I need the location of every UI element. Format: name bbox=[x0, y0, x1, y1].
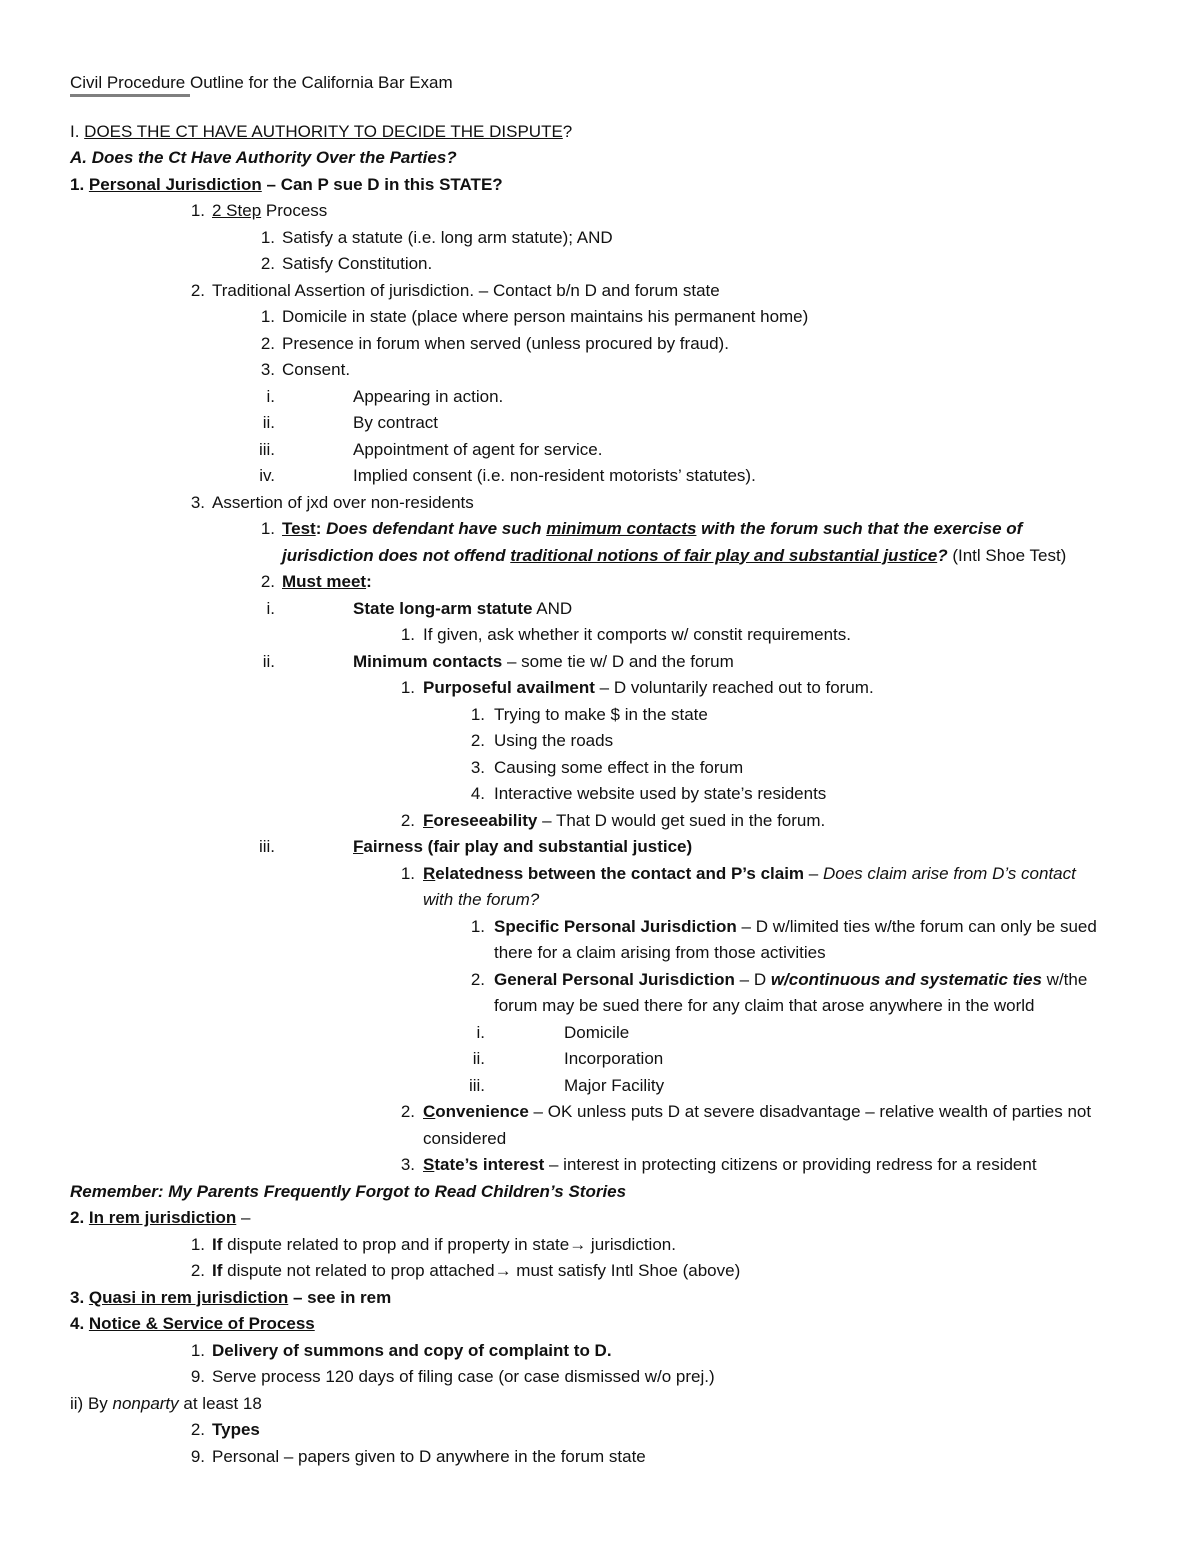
list-number: ii. bbox=[262, 413, 275, 432]
title-underlined: Civil Procedure bbox=[70, 73, 190, 97]
list-item bbox=[70, 410, 1140, 437]
list-item bbox=[70, 331, 1140, 358]
test-label: Test bbox=[282, 519, 316, 538]
list-item bbox=[70, 1258, 1140, 1285]
list-text-bold: oreseeability bbox=[433, 810, 538, 830]
list-item-continuation bbox=[70, 1126, 1140, 1153]
test-text: with the forum such that the exercise of bbox=[696, 519, 1023, 538]
list-text: Appearing in action. bbox=[353, 386, 504, 406]
punct: : bbox=[366, 572, 372, 591]
list-item-continuation bbox=[70, 993, 1140, 1020]
heading-number: 3. bbox=[70, 1287, 89, 1307]
list-text: Appointment of agent for service. bbox=[353, 439, 603, 459]
list-number: 2. bbox=[400, 810, 415, 830]
list-number: 1. bbox=[470, 704, 485, 724]
list-number: i. bbox=[266, 598, 275, 618]
list-item bbox=[70, 1099, 1140, 1126]
list-item bbox=[70, 278, 1140, 305]
list-text-rest: – OK unless puts D at severe disadvantage – relative wealth of parties not bbox=[528, 1102, 1092, 1121]
punct: – bbox=[804, 863, 823, 883]
list-number: 9. bbox=[190, 1446, 205, 1466]
list-number: iv. bbox=[259, 466, 275, 485]
list-number: 3. bbox=[260, 360, 275, 379]
list-text: Interactive website used by state’s residents bbox=[494, 784, 827, 803]
list-number: 2. bbox=[190, 1420, 205, 1439]
test-text: Does defendant have such bbox=[326, 519, 547, 538]
reminder-label: Remember: bbox=[70, 1181, 169, 1201]
heading-notice-service bbox=[70, 1311, 1140, 1338]
list-item bbox=[70, 914, 1140, 941]
heading-text: DOES THE CT HAVE AUTHORITY TO DECIDE THE DISPUTE bbox=[84, 121, 563, 141]
list-item bbox=[70, 1444, 1140, 1471]
list-text: Incorporation bbox=[564, 1049, 664, 1068]
list-text bbox=[212, 1232, 676, 1259]
list-text-rest: – D bbox=[734, 969, 771, 989]
document-page bbox=[70, 70, 1140, 1470]
list-text bbox=[353, 834, 692, 861]
list-text: Consent. bbox=[282, 360, 351, 379]
list-text: By contract bbox=[353, 413, 439, 432]
list-item bbox=[70, 357, 1140, 384]
list-number: 1. bbox=[190, 201, 205, 220]
list-text bbox=[353, 596, 572, 623]
list-item bbox=[70, 1338, 1140, 1365]
list-number: 9. bbox=[190, 1367, 205, 1386]
list-text: Serve process 120 days of filing case (or case dismissed w/o prej.) bbox=[212, 1367, 715, 1386]
heading-suffix: – Can P sue D in this STATE? bbox=[261, 174, 503, 194]
list-text-bold: onvenience bbox=[435, 1102, 529, 1121]
list-item bbox=[70, 516, 1140, 543]
plain-text: ii) By bbox=[70, 1393, 113, 1413]
list-text-italic: Does claim arise from D’s contact bbox=[822, 863, 1076, 883]
test-keyword: minimum contacts bbox=[546, 519, 697, 538]
list-item bbox=[70, 755, 1140, 782]
list-text: Presence in forum when served (unless procured by fraud). bbox=[282, 333, 729, 353]
list-number: 1. bbox=[470, 916, 485, 936]
list-number: 1. bbox=[260, 519, 275, 538]
list-number: 3. bbox=[190, 492, 205, 512]
list-item-continuation bbox=[70, 543, 1140, 570]
list-item-continuation bbox=[70, 940, 1140, 967]
heading-number: 2. bbox=[70, 1208, 89, 1227]
heading-suffix: – see in rem bbox=[288, 1287, 392, 1307]
list-number: 2. bbox=[260, 254, 275, 273]
list-text: Satisfy a statute (i.e. long arm statute); AND bbox=[282, 227, 613, 247]
list-text: Types bbox=[212, 1420, 260, 1439]
list-text-bold: If bbox=[212, 1234, 223, 1254]
list-number: 4. bbox=[470, 784, 485, 803]
list-text: there for a claim arising from those activities bbox=[494, 943, 826, 962]
plain-line bbox=[70, 1391, 1140, 1418]
test-keyword: traditional notions of fair play and substantial justice bbox=[510, 545, 938, 565]
list-text: Personal – papers given to D anywhere in the forum state bbox=[212, 1446, 646, 1466]
list-item bbox=[70, 1046, 1140, 1073]
list-text-bold: airness (fair play and substantial justice) bbox=[363, 837, 693, 856]
list-item bbox=[70, 1152, 1140, 1179]
list-text: Traditional Assertion of jurisdiction. – Contact b/n D and forum state bbox=[212, 280, 720, 300]
list-number: 2. bbox=[190, 1261, 205, 1280]
list-text bbox=[353, 649, 734, 676]
list-number: 1. bbox=[260, 227, 275, 247]
heading-suffix: – bbox=[236, 1208, 251, 1227]
heading-in-rem bbox=[70, 1205, 1140, 1232]
heading-section-i bbox=[70, 119, 1140, 146]
list-text-rest: – interest in protecting citizens or providing redress for a resident bbox=[544, 1155, 1037, 1174]
list-item bbox=[70, 437, 1140, 464]
heading-personal-jurisdiction bbox=[70, 172, 1140, 199]
list-item bbox=[70, 251, 1140, 278]
list-text-bold-italic: w/continuous and systematic ties bbox=[770, 969, 1042, 989]
heading-suffix: ? bbox=[562, 121, 573, 141]
list-item bbox=[70, 569, 1140, 596]
list-item bbox=[70, 781, 1140, 808]
list-text-bold: Purposeful availment bbox=[423, 678, 595, 697]
list-item bbox=[70, 622, 1140, 649]
list-item bbox=[70, 490, 1140, 517]
list-text: Using the roads bbox=[494, 731, 614, 750]
list-number: 1. bbox=[400, 625, 415, 644]
list-text-bold: State long-arm statute bbox=[353, 598, 533, 618]
plain-text: at least 18 bbox=[178, 1393, 262, 1413]
list-text bbox=[423, 808, 825, 835]
list-text-rest: – some tie w/ D and the forum bbox=[502, 651, 734, 671]
list-text: Major Facility bbox=[564, 1075, 665, 1095]
list-number: i. bbox=[476, 1022, 485, 1042]
mnemonic-letter: F bbox=[353, 837, 364, 856]
list-text: If given, ask whether it comports w/ constit requirements. bbox=[423, 625, 852, 644]
list-item bbox=[70, 1417, 1140, 1444]
list-text: Assertion of jxd over non-residents bbox=[212, 492, 474, 512]
list-number: 1. bbox=[400, 678, 415, 697]
list-text bbox=[212, 198, 327, 225]
list-text-rest: dispute related to prop and if property in state→ jurisdiction. bbox=[222, 1234, 676, 1254]
list-number: iii. bbox=[258, 837, 275, 856]
list-item bbox=[70, 304, 1140, 331]
heading-quasi-in-rem bbox=[70, 1285, 1140, 1312]
list-text-bold: General Personal Jurisdiction bbox=[494, 969, 735, 989]
list-text-bold: If bbox=[212, 1261, 223, 1280]
list-item bbox=[70, 834, 1140, 861]
mnemonic-letter: C bbox=[423, 1102, 436, 1121]
list-item bbox=[70, 702, 1140, 729]
list-number: 3. bbox=[470, 757, 485, 777]
reminder-text: My Parents Frequently Forgot to Read Children’s Stories bbox=[168, 1181, 627, 1201]
list-text: Trying to make $ in the state bbox=[494, 704, 708, 724]
list-number: 3. bbox=[400, 1155, 415, 1174]
list-number: 1. bbox=[260, 307, 275, 326]
plain-text-italic: nonparty bbox=[112, 1393, 179, 1413]
list-item bbox=[70, 1364, 1140, 1391]
list-item-continuation bbox=[70, 887, 1140, 914]
list-number: 1. bbox=[190, 1234, 205, 1254]
list-text-bold: tate’s interest bbox=[434, 1155, 545, 1174]
list-number: i. bbox=[266, 386, 275, 406]
list-text bbox=[423, 1152, 1037, 1179]
document-title bbox=[70, 70, 1140, 97]
heading-text: Personal Jurisdiction bbox=[88, 174, 262, 194]
list-number: iii. bbox=[468, 1075, 485, 1095]
mnemonic-letter: F bbox=[423, 810, 434, 830]
list-item bbox=[70, 198, 1140, 225]
list-text bbox=[423, 1099, 1091, 1126]
spacer bbox=[70, 97, 1140, 119]
list-number: 2. bbox=[260, 333, 275, 353]
list-item bbox=[70, 808, 1140, 835]
list-number: 2. bbox=[400, 1102, 415, 1121]
list-number: 2. bbox=[190, 280, 205, 300]
list-text-rest: – D voluntarily reached out to forum. bbox=[594, 678, 874, 697]
list-item bbox=[70, 728, 1140, 755]
list-text bbox=[494, 914, 1097, 941]
heading-text: Quasi in rem jurisdiction bbox=[88, 1287, 289, 1307]
list-number: 1. bbox=[400, 863, 415, 883]
list-text bbox=[423, 861, 1076, 888]
list-text-bold: Specific Personal Jurisdiction bbox=[494, 916, 737, 936]
list-text-rest: – D w/limited ties w/the forum can only be sued bbox=[736, 916, 1097, 936]
list-text-underlined: 2 Step bbox=[212, 201, 262, 220]
list-text-bold: elatedness between the contact and P’s claim bbox=[435, 863, 805, 883]
heading-number: I. bbox=[70, 121, 85, 141]
list-number: ii. bbox=[472, 1049, 485, 1068]
list-text-rest: – That D would get sued in the forum. bbox=[537, 810, 826, 830]
mnemonic-letter: S bbox=[423, 1155, 435, 1174]
test-note: (Intl Shoe Test) bbox=[947, 545, 1067, 565]
list-text bbox=[282, 516, 1022, 543]
list-number: 2. bbox=[470, 731, 485, 750]
list-text-italic: with the forum? bbox=[423, 890, 540, 909]
list-text-rest: dispute not related to prop attached→ must satisfy Intl Shoe (above) bbox=[222, 1261, 741, 1280]
list-item bbox=[70, 225, 1140, 252]
mnemonic-reminder bbox=[70, 1179, 1140, 1206]
list-item bbox=[70, 649, 1140, 676]
list-text bbox=[494, 967, 1087, 994]
list-item bbox=[70, 384, 1140, 411]
list-text: Implied consent (i.e. non-resident motorists’ statutes). bbox=[353, 466, 756, 485]
list-text: Satisfy Constitution. bbox=[282, 254, 433, 273]
list-number: 2. bbox=[260, 572, 275, 591]
list-item bbox=[70, 1073, 1140, 1100]
list-item bbox=[70, 596, 1140, 623]
list-number: 2. bbox=[470, 969, 485, 989]
list-item bbox=[70, 967, 1140, 994]
list-item bbox=[70, 1232, 1140, 1259]
heading-number: 4. bbox=[70, 1314, 89, 1333]
list-text-bold: Minimum contacts bbox=[353, 651, 503, 671]
list-text: considered bbox=[423, 1128, 507, 1148]
list-text: Delivery of summons and copy of complaint to D. bbox=[212, 1340, 612, 1360]
heading-subsection-a: A. Does the Ct Have Authority Over the Parties? bbox=[70, 148, 457, 167]
list-text: Domicile in state (place where person maintains his permanent home) bbox=[282, 307, 809, 326]
list-text-rest: w/the bbox=[1041, 969, 1088, 989]
heading-number: 1. bbox=[70, 174, 89, 194]
list-item bbox=[70, 675, 1140, 702]
test-text: jurisdiction does not offend bbox=[282, 545, 511, 565]
list-item bbox=[70, 861, 1140, 888]
punct: ? bbox=[937, 545, 948, 565]
list-text-rest: AND bbox=[532, 598, 573, 618]
list-item bbox=[70, 1020, 1140, 1047]
list-number: iii. bbox=[258, 439, 275, 459]
heading-text: Notice & Service of Process bbox=[88, 1314, 315, 1333]
list-number: 1. bbox=[190, 1340, 205, 1360]
list-number: ii. bbox=[262, 651, 275, 671]
heading-text: In rem jurisdiction bbox=[88, 1208, 237, 1227]
list-text: Domicile bbox=[564, 1022, 630, 1042]
list-text bbox=[212, 1258, 740, 1285]
list-text bbox=[423, 675, 874, 702]
list-text bbox=[282, 569, 372, 596]
list-text bbox=[282, 543, 1066, 570]
list-text: Causing some effect in the forum bbox=[494, 757, 744, 777]
punct: : bbox=[315, 519, 327, 538]
list-text-underlined: Must meet bbox=[282, 572, 367, 591]
list-text: forum may be sued there for any claim that arose anywhere in the world bbox=[494, 996, 1035, 1015]
mnemonic-letter: R bbox=[423, 863, 436, 883]
title-rest: Outline for the California Bar Exam bbox=[190, 73, 453, 92]
list-text-rest: Process bbox=[261, 201, 328, 220]
list-item bbox=[70, 463, 1140, 490]
